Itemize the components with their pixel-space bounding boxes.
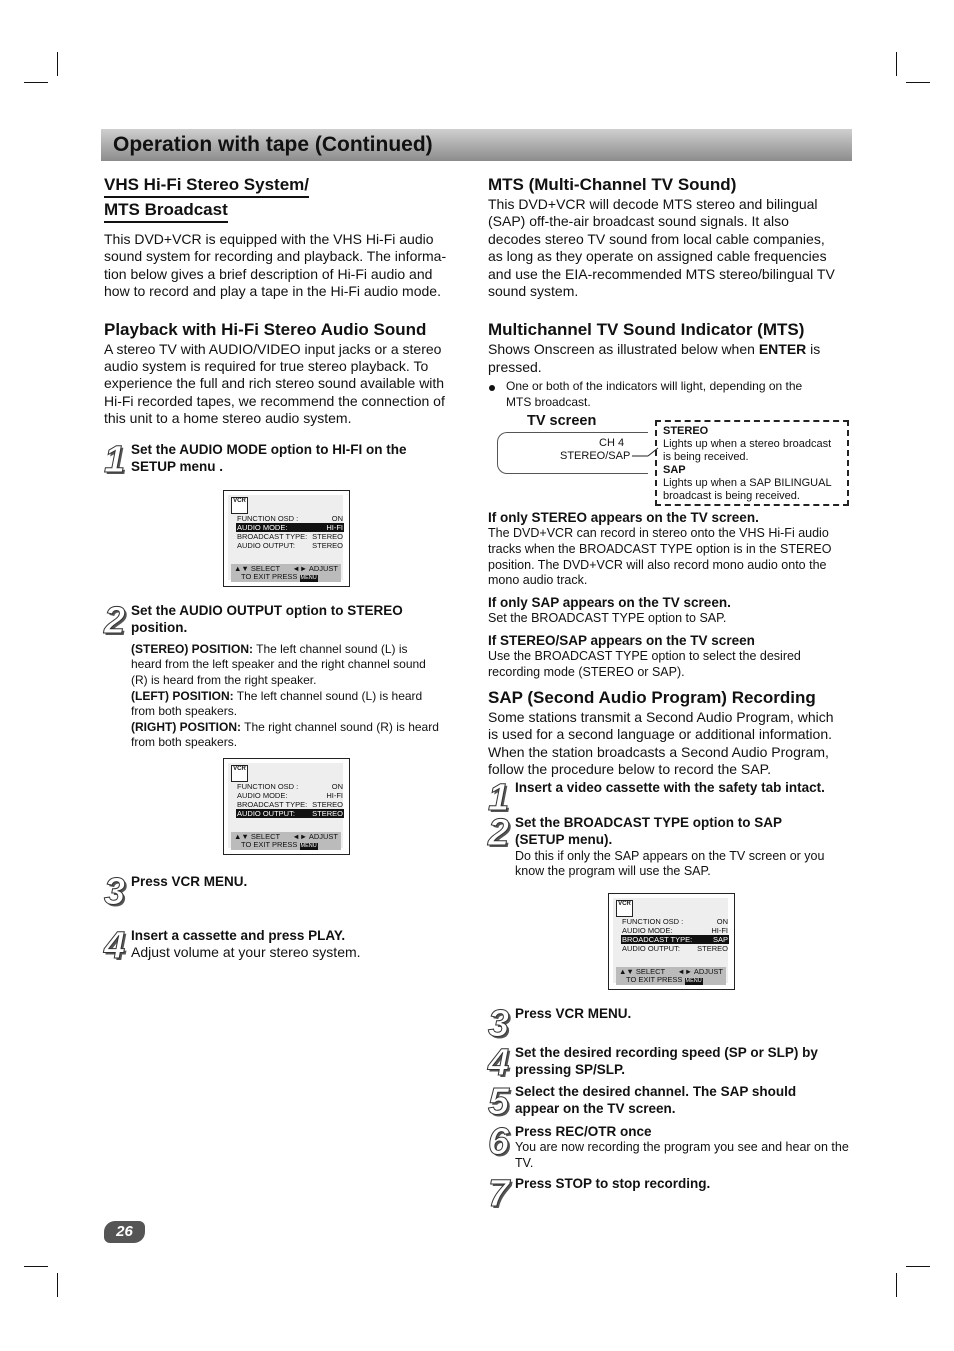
osd-row: BROADCAST TYPE: STEREO	[237, 800, 343, 809]
step-subtext: Adjust volume at your stereo system.	[131, 944, 361, 961]
osd-row-highlighted: AUDIO MODE: HI-FI	[237, 523, 343, 532]
step-subtext: Do this if only the SAP appears on the TV screen or you know the program will use the SAP.	[515, 848, 825, 879]
crop-mark	[57, 52, 58, 76]
sap-section	[488, 686, 852, 779]
tv-screen-label: TV screen	[527, 413, 597, 429]
step-text: Select the desired channel. The SAP should appear on the TV screen.	[515, 1084, 797, 1117]
playback-paragraph: A stereo TV with AUDIO/VIDEO input jacks or a stereo audio system is required for true stereo playback. To experience the full and rich stereo sound available with Hi-Fi recorded tapes, we recommend the connection of this unit to a home stereo audio system.	[104, 340, 445, 427]
step-text: Press REC/OTR once	[515, 1124, 652, 1139]
step-number: 3	[104, 871, 126, 913]
crop-mark	[906, 1266, 930, 1267]
step-number: 3	[488, 1003, 510, 1045]
sap-paragraph: Some stations transmit a Second Audio Program, which is used for a second language or additional information. When the station broadcasts a Second Audio Program, follow the procedure below to record the SAP.	[488, 709, 834, 778]
step-number: 4	[488, 1042, 510, 1084]
page-title-bar	[101, 129, 852, 161]
step-text: Press STOP to stop recording.	[515, 1176, 711, 1191]
legend-stereo-title: STEREO	[663, 425, 709, 437]
legend-sap-text: Lights up when a SAP BILINGUAL broadcast is being received.	[663, 477, 832, 502]
crop-mark	[24, 82, 48, 83]
crop-mark	[896, 52, 897, 76]
step-text: Insert a video cassette with the safety tab intact.	[515, 780, 825, 795]
section-heading-indicator: Multichannel TV Sound Indicator (MTS)	[488, 320, 805, 340]
page-number: 26	[104, 1221, 145, 1243]
osd-row: AUDIO OUTPUT: STEREO	[622, 944, 728, 953]
osd-row: FUNCTION OSD : ON	[237, 782, 343, 791]
section-heading-sap: SAP (Second Audio Program) Recording	[488, 688, 816, 707]
case-sap-title: If only SAP appears on the TV screen.	[488, 594, 731, 610]
step-number: 7	[488, 1173, 510, 1215]
step-number: 4	[104, 925, 126, 967]
step-number: 2	[488, 812, 510, 854]
indicator-legend-box	[655, 420, 849, 506]
osd-footer: ▲▼ SELECT ◄► ADJUST TO EXIT PRESS MENU	[231, 832, 341, 850]
step-text: Set the AUDIO MODE option to HI-FI on the SETUP menu .	[131, 442, 407, 475]
vhs-paragraph: This DVD+VCR is equipped with the VHS Hi-Fi audio sound system for recording and playback. The informa- tion below gives a brief description of Hi-Fi audio and how to record and play a tape in the Hi-Fi audio mode.	[104, 231, 447, 300]
bullet-icon	[489, 385, 495, 391]
case-stereo-sap-text: Use the BROADCAST TYPE option to select the desired recording mode (STEREO or SAP).	[488, 649, 801, 679]
step-text: Set the AUDIO OUTPUT option to STEREO position.	[131, 603, 403, 636]
step-number: 1	[488, 777, 510, 819]
right-column	[488, 173, 852, 410]
osd-menu-audio-output	[223, 758, 350, 855]
indicator-bullet: One or both of the indicators will light, depending on the MTS broadcast.	[488, 379, 852, 410]
crop-mark	[57, 1273, 58, 1297]
osd-row: AUDIO OUTPUT: STEREO	[237, 541, 343, 550]
step-text: Press VCR MENU.	[515, 1006, 632, 1021]
crop-mark	[24, 1266, 48, 1267]
osd-row: BROADCAST TYPE: STEREO	[237, 532, 343, 541]
step-text: Set the desired recording speed (SP or SLP) by pressing SP/SLP.	[515, 1045, 818, 1078]
osd-footer: ▲▼ SELECT ◄► ADJUST TO EXIT PRESS MENU	[231, 564, 341, 582]
tv-channel: CH 4	[599, 437, 625, 449]
vcr-logo-icon: VCR	[616, 900, 633, 917]
tv-stereo-sap: STEREO/SAP	[560, 450, 631, 462]
section-heading-playback: Playback with Hi-Fi Stereo Audio Sound	[104, 319, 427, 339]
section-heading-mts: MTS (Multi-Channel TV Sound)	[488, 175, 737, 194]
stereo-position-detail: (STEREO) POSITION: The left channel sound (L) is heard from the left speaker and the right channel sound (R) is heard from the right speaker.	[131, 641, 426, 687]
legend-sap-title: SAP	[663, 464, 686, 476]
osd-row: AUDIO MODE: HI-FI	[622, 926, 728, 935]
step-text: Insert a cassette and press PLAY.	[131, 928, 346, 943]
crop-mark	[896, 1273, 897, 1297]
case-stereo-sap-title: If STEREO/SAP appears on the TV screen	[488, 632, 755, 648]
section-heading-vhs: VHS Hi-Fi Stereo System/	[104, 173, 466, 198]
indicator-paragraph: Shows Onscreen as illustrated below when ENTER is pressed.	[488, 341, 821, 375]
osd-footer: ▲▼ SELECT ◄► ADJUST TO EXIT PRESS MENU	[616, 967, 726, 985]
osd-row: FUNCTION OSD : ON	[237, 514, 343, 523]
crop-mark	[906, 82, 930, 83]
step-number: 6	[488, 1121, 510, 1163]
mts-paragraph: This DVD+VCR will decode MTS stereo and bilingual (SAP) off-the-air broadcast sound signals. It also decodes stereo TV sound from local cable companies, as long as they operate on assigned cable frequencies and use the EIA-recommended MTS stereo/bilingual TV sound system.	[488, 196, 835, 300]
osd-row: FUNCTION OSD : ON	[622, 917, 728, 926]
osd-row: AUDIO MODE: HI-FI	[237, 791, 343, 800]
osd-menu-broadcast-type	[608, 893, 735, 990]
step-number: 5	[488, 1081, 510, 1123]
vcr-logo-icon: VCR	[231, 497, 248, 514]
step-text: Set the BROADCAST TYPE option to SAP (SETUP menu).	[515, 815, 783, 848]
case-sap-text: Set the BROADCAST TYPE option to SAP.	[488, 611, 727, 626]
step-number: 1	[104, 439, 126, 481]
page-title: Operation with tape (Continued)	[113, 133, 433, 156]
section-heading-mts-broadcast: MTS Broadcast	[104, 198, 466, 223]
case-stereo-title: If only STEREO appears on the TV screen.	[488, 510, 759, 525]
osd-row-highlighted: AUDIO OUTPUT: STEREO	[237, 809, 343, 818]
indicator-cases	[488, 509, 852, 680]
step-text: Press VCR MENU.	[131, 874, 248, 889]
right-position-detail: (RIGHT) POSITION: The right channel sound (R) is heard from both speakers.	[131, 719, 439, 750]
step-number: 2	[104, 600, 126, 642]
legend-stereo-text: Lights up when a stereo broadcast is being received.	[663, 438, 832, 463]
osd-menu-audio-mode	[223, 490, 350, 587]
case-stereo-text: The DVD+VCR can record in stereo onto the VHS Hi-Fi audio tracks when the BROADCAST TYPE option is in the STEREO position. The DVD+VCR will also record mono audio onto the mono audio track.	[488, 526, 832, 588]
osd-row-highlighted: BROADCAST TYPE: SAP	[622, 935, 728, 944]
left-position-detail: (LEFT) POSITION: The left channel sound (L) is heard from both speakers.	[131, 688, 423, 719]
vcr-logo-icon: VCR	[231, 765, 248, 782]
left-column	[104, 173, 466, 428]
step-subtext: You are now recording the program you see and hear on the TV.	[515, 1140, 849, 1170]
